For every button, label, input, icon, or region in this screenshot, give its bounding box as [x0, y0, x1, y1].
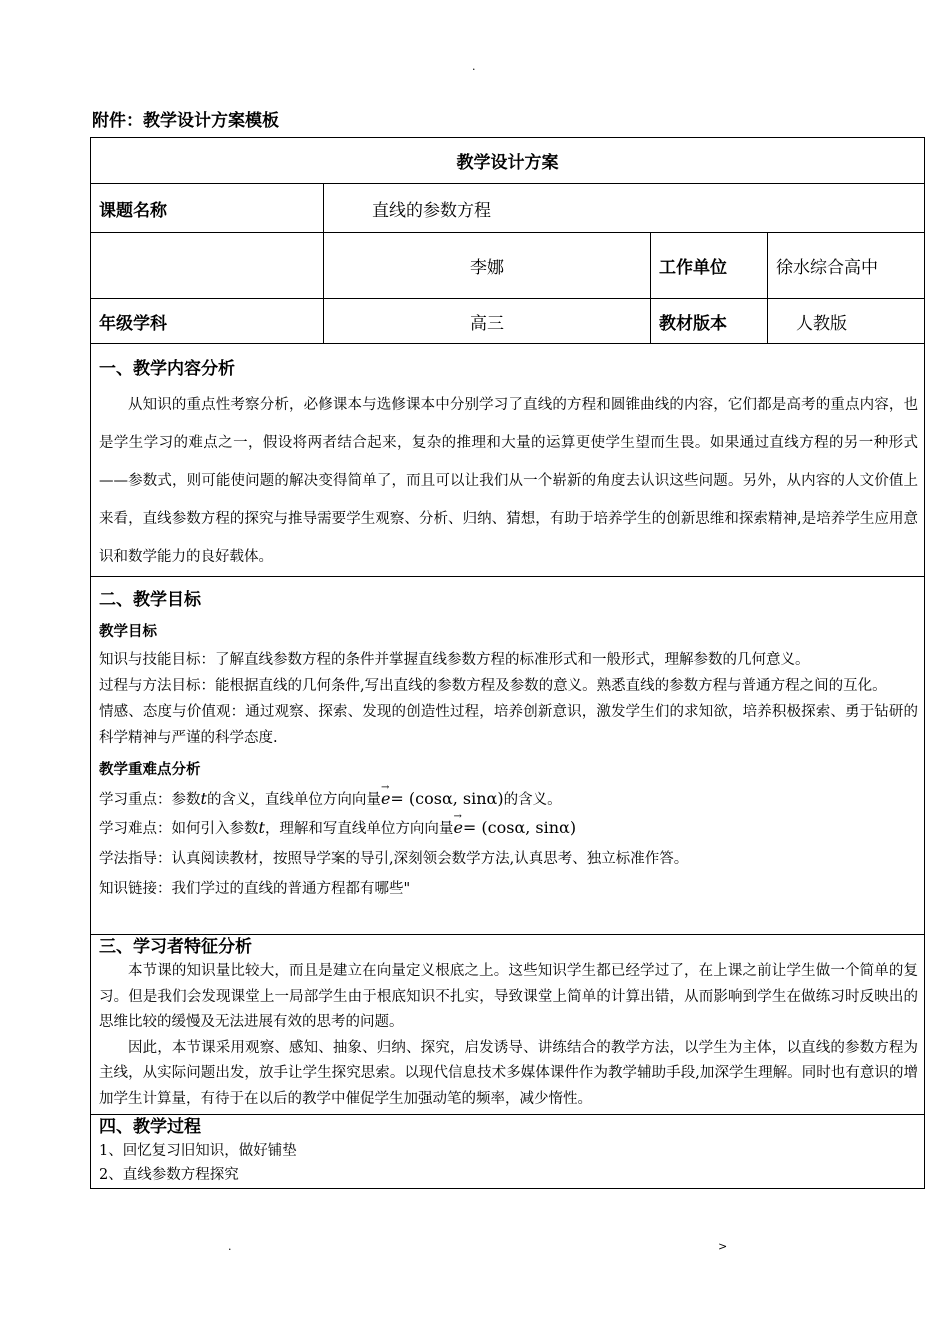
attachment-title: 附件：教学设计方案模板 [92, 111, 279, 131]
param-t: t [258, 818, 265, 837]
section-learners [91, 935, 925, 1115]
method-guidance: 学法指导：认真阅读教材，按照导学案的导引,深刻领会数学方法,认真思考、独立标准作答。 [99, 851, 689, 867]
grade-subject-value: 高三 [324, 299, 651, 344]
objectives-subheading: 教学目标 [99, 623, 157, 640]
textbook-label: 教材版本 [651, 299, 768, 344]
key-point-line [99, 785, 918, 814]
knowledge-link: 知识链接：我们学过的直线的普通方程都有哪些" [99, 881, 411, 897]
knowledge-goal: 知识与技能目标：了解直线参数方程的条件并掌握直线参数方程的标准形式和一般形式，理解参数的几何意义。 [99, 652, 810, 668]
unit-vector-expr: = (cosα, sinα) [390, 789, 504, 808]
section-heading: 四、教学过程 [99, 1117, 201, 1137]
process-item-2: 2、直线参数方程探究 [99, 1167, 239, 1183]
difficulty-line [99, 814, 918, 843]
course-name-label: 课题名称 [91, 184, 324, 233]
param-t: t [200, 789, 207, 808]
section-objectives [91, 577, 925, 935]
section-heading: 二、教学目标 [99, 590, 201, 610]
page-mark-bottom-left: . [228, 1240, 232, 1253]
content-analysis-text: 从知识的重点性考察分析，必修课本与选修课本中分别学习了直线的方程和圆锥曲线的内容，它们都是高考的重点内容，也是学生学习的难点之一，假设将两者结合起来，复杂的推理和大量的运算更使学生望而生畏。如果通过直线方程的另一种形式——参数式，则可能使问题的解决变得简单了，而且可以让我们从一个崭新的角度去认识这些问题。另外，从内容的人文价值上来看，直线参数方程的探究与推导需要学生观察、分析、归纳、猜想，有助于培养学生的创新思维和探索精神,是培养学生应用意识和数学能力的良好载体。 [99, 397, 918, 565]
unit-vector-e: → e [453, 814, 462, 842]
learners-paragraph-2: 因此，本节课采用观察、感知、抽象、归纳、探究，启发诱导、讲练结合的教学方法，以学生为主体，以直线的参数方程为主线，从实际问题出发，放手让学生探究思索。以现代信息技术多媒体课件作为教学辅助手段,加深学生理解。同时也有意识的增加学生计算量，有待于在以后的教学中催促学生加强动笔的频率，减少惰性。 [99, 1039, 918, 1107]
emotion-goal: 情感、态度与价值观：通过观察、探索、发现的创造性过程，培养创新意识，激发学生们的求知欲，培养积极探索、勇于钻研的科学精神与严谨的科学态度. [99, 704, 918, 746]
key-difficulty-subheading: 教学重难点分析 [99, 761, 201, 778]
work-unit-value: 徐水综合高中 [768, 233, 925, 299]
section-heading: 一、教学内容分析 [99, 359, 235, 379]
grade-subject-label: 年级学科 [91, 299, 324, 344]
process-goal: 过程与方法目标：能根据直线的几何条件,写出直线的参数方程及参数的意义。熟悉直线的参数方程与普通方程之间的互化。 [99, 678, 887, 694]
table-title: 教学设计方案 [91, 138, 925, 184]
section-process [91, 1115, 925, 1189]
key-point-label: 学习重点：参数 [99, 792, 201, 808]
textbook-value: 人教版 [768, 299, 925, 344]
learners-paragraph-1: 本节课的知识量比较大，而且是建立在向量定义根底之上。这些知识学生都已经学过了，在上课之前让学生做一个简单的复习。但是我们会发现课堂上一局部学生由于根底知识不扎实，导致课堂上简单的计算出错，从而影响到学生在做练习时反映出的思维比较的缓慢及无法进展有效的思考的问题。 [99, 963, 918, 1030]
process-item-1: 1、回忆复习旧知识，做好铺垫 [99, 1143, 297, 1159]
unit-vector-expr: = (cosα, sinα) [462, 818, 577, 837]
page-mark-top: . [472, 60, 476, 73]
work-unit-label: 工作单位 [651, 233, 768, 299]
empty-cell [91, 233, 324, 299]
teacher-name: 李娜 [324, 233, 651, 299]
course-name-value: 直线的参数方程 [324, 184, 925, 233]
key-point-mid: 的含义，直线单位方向向量 [206, 792, 381, 808]
difficulty-label: 学习难点：如何引入参数 [99, 821, 259, 837]
difficulty-mid: ，理解和写直线单位方向向量 [264, 821, 454, 837]
section-content-analysis [91, 344, 925, 577]
section-heading: 三、学习者特征分析 [99, 937, 252, 957]
unit-vector-e: → e [381, 785, 390, 813]
key-point-end: 的含义。 [503, 792, 562, 808]
page-mark-bottom-right: > [718, 1240, 728, 1253]
teaching-design-table [90, 137, 925, 1189]
